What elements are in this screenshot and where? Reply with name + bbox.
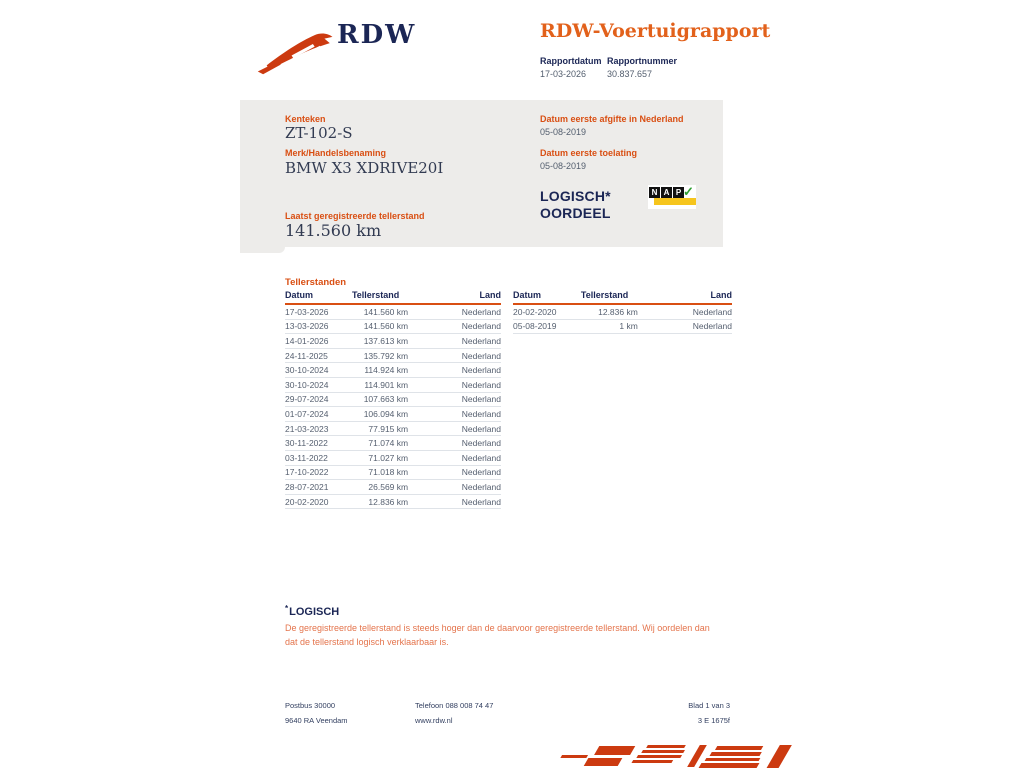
table-row [285,334,501,349]
cell-datum: 20-02-2020 [513,306,557,317]
eerste-toelating-label: Datum eerste toelating [540,148,638,158]
table-header-row [513,290,732,305]
tellerstanden-table-left [285,290,501,509]
nap-letter-n: N [649,187,660,198]
cell-datum: 17-03-2026 [285,306,329,317]
cell-land: Nederland [461,496,501,507]
laatste-tellerstand-value: 141.560 km [285,221,382,240]
cell-datum: 30-10-2024 [285,365,329,376]
footer-doc-code: 3 E 1675f [697,716,730,725]
table-row [285,363,501,378]
kenteken-value: ZT-102-S [285,124,353,142]
cell-datum: 28-07-2021 [285,481,329,492]
report-date-value: 17-03-2026 [540,69,587,79]
cell-tellerstand: 71.074 km [368,438,409,449]
col-header-tellerstand: Tellerstand [351,290,400,300]
report-date-label: Rapportdatum [540,56,602,66]
table-row [285,436,501,451]
table-header-row [285,290,501,305]
merk-label: Merk/Handelsbenaming [285,148,387,158]
cell-tellerstand: 71.027 km [368,452,409,463]
cell-land: Nederland [461,335,501,346]
cell-land: Nederland [461,365,501,376]
cell-land: Nederland [461,467,501,478]
cell-datum: 01-07-2024 [285,408,329,419]
cell-tellerstand: 114.924 km [364,365,409,376]
cell-land: Nederland [461,350,501,361]
rdw-logo-falcon-icon [256,26,336,78]
cell-datum: 29-07-2024 [285,394,329,405]
eerste-toelating-value: 05-08-2019 [540,161,587,171]
table-row [513,320,732,335]
logisch-explanation-heading [285,604,339,618]
report-meta-values [540,69,652,79]
footer-address-line2: 9640 RA Veendam [285,716,348,725]
table-row [285,422,501,437]
table-row [285,466,501,481]
merk-value: BMW X3 XDRIVE20I [285,159,444,177]
nap-logo [648,185,696,209]
footer-website: www.rdw.nl [415,716,453,725]
cell-tellerstand: 141.560 km [363,321,409,332]
vehicle-summary-box [240,100,723,247]
logisch-explanation-body: De geregistreerde tellerstand is steeds hoger dan de daarvoor geregistreerde tellerstand. Wij oordelen dan dat de tellerstand logisch verklaarbaar is. [285,623,710,647]
report-title: RDW-Voertuigrapport [540,20,771,42]
nap-letter-p: P [673,187,684,198]
oordeel-line2: OORDEEL [540,205,611,221]
cell-land: Nederland [461,438,501,449]
table-row [285,393,501,408]
tellerstanden-table-right [513,290,732,334]
cell-land: Nederland [461,379,501,390]
cell-datum: 24-11-2025 [285,350,328,361]
cell-tellerstand: 26.569 km [368,481,409,492]
col-header-tellerstand: Tellerstand [580,290,629,300]
cell-land: Nederland [461,452,501,463]
cell-land: Nederland [461,306,501,317]
cell-datum: 30-10-2024 [285,379,329,390]
cell-tellerstand: 12.836 km [598,306,638,317]
cell-land: Nederland [692,321,732,332]
cell-datum: 21-03-2023 [285,423,329,434]
table-row [285,451,501,466]
cell-datum: 14-01-2026 [285,335,329,346]
cell-tellerstand: 114.901 km [364,379,409,390]
table-row [285,495,501,510]
cell-datum: 03-11-2022 [285,452,328,463]
footnote-asterisk: * [285,604,289,613]
table-row [285,349,501,364]
rdw-stripes-decoration [535,743,805,768]
cell-tellerstand: 107.663 km [363,394,409,405]
cell-tellerstand: 12.836 km [368,496,409,507]
cell-tellerstand: 1 km [619,321,638,332]
nap-letter-a: A [661,187,672,198]
cell-tellerstand: 137.613 km [363,335,409,346]
cell-land: Nederland [461,394,501,405]
cell-tellerstand: 77.915 km [368,423,409,434]
table-row [285,407,501,422]
table-row [285,305,501,320]
cell-land: Nederland [461,481,501,492]
table-row [285,378,501,393]
oordeel-line1: LOGISCH* [540,188,611,204]
cell-tellerstand: 135.792 km [363,350,409,361]
laatste-tellerstand-label: Laatst geregistreerde tellerstand [285,211,425,221]
eerste-afgifte-value: 05-08-2019 [540,127,587,137]
report-number-value: 30.837.657 [607,69,653,79]
table-row [285,320,501,335]
cell-tellerstand: 106.094 km [363,408,409,419]
cell-datum: 20-02-2020 [285,496,329,507]
col-header-land: Land [479,290,501,300]
cell-tellerstand: 141.560 km [363,306,409,317]
rdw-wordmark: RDW [337,20,417,50]
footer-phone: Telefoon 088 008 74 47 [415,701,494,710]
eerste-afgifte-label: Datum eerste afgifte in Nederland [540,114,684,124]
table-row [513,305,732,320]
footer-address-line1: Postbus 30000 [285,701,336,710]
tellerstanden-section-title: Tellerstanden [285,277,347,288]
cell-land: Nederland [461,423,501,434]
cell-datum: 17-10-2022 [285,467,329,478]
cell-land: Nederland [692,306,732,317]
col-header-land: Land [710,290,732,300]
report-meta-labels [540,56,677,66]
cell-datum: 05-08-2019 [513,321,557,332]
footer-page-indicator: Blad 1 van 3 [688,701,730,710]
report-number-label: Rapportnummer [607,56,678,66]
cell-tellerstand: 71.018 km [368,467,409,478]
cell-land: Nederland [461,321,501,332]
table-row [285,480,501,495]
cell-datum: 30-11-2022 [285,438,328,449]
oordeel-verdict [540,188,611,222]
vehicle-summary-box-step [240,247,285,253]
logisch-heading-text: LOGISCH [289,606,340,618]
col-header-datum: Datum [513,290,542,300]
col-header-datum: Datum [285,290,314,300]
nap-checkmark-icon: ✓ [683,184,694,199]
cell-datum: 13-03-2026 [285,321,329,332]
kenteken-label: Kenteken [285,114,326,124]
cell-land: Nederland [461,408,501,419]
